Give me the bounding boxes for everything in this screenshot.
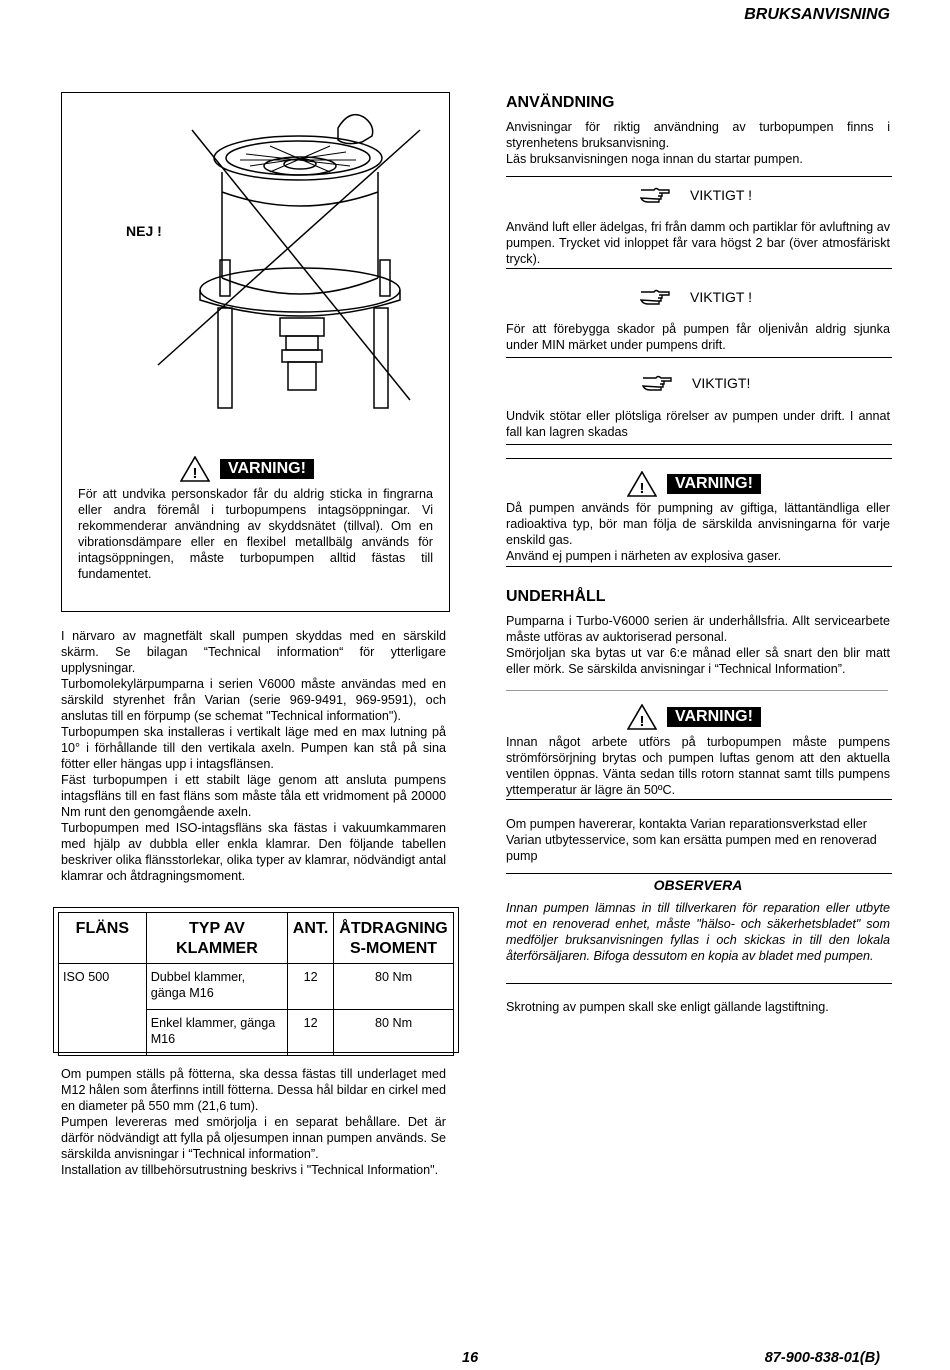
right-warning-paragraph: Använd ej pumpen i närheten av explosiva gaser. bbox=[506, 549, 782, 563]
table-cell: ISO 500 bbox=[59, 964, 147, 1010]
right-warning-text: Innan något arbete utförs på turbopumpen måste pumpens strömförsörjning brytas och pumpen luftas genom att den aktuella ventilen öppnas. Vänta sedan tills rotorn stannat samt tills pumpens yttemperatur är lägre än 50ºC. bbox=[506, 735, 890, 797]
anvandning-paragraph: Läs bruksanvisningen noga innan du startar pumpen. bbox=[506, 152, 803, 166]
table-header-cell: TYP AV KLAMMER bbox=[146, 913, 287, 964]
left-bottom-text bbox=[61, 1066, 446, 1178]
viktigt-heading bbox=[640, 288, 752, 306]
divider bbox=[506, 983, 892, 984]
table-header-cell: ÅTDRAGNING S-MOMENT bbox=[334, 913, 454, 964]
divider bbox=[506, 690, 888, 691]
viktigt-text: För att förebygga skador på pumpen får oljenivån aldrig sjunka under MIN märket under pumpens drift. bbox=[506, 322, 890, 352]
flange-table bbox=[58, 912, 454, 1056]
observera-text: Innan pumpen lämnas in till tillverkaren för reparation eller utbyte mot en renoverad enhet, måste "hälso- och säkerhetsbladet" som medföljer bruksanvisningen fyllas i och skickas in till den lokala återförsäljaren. Bifoga dessutom en kopia av bladet med pumpen. bbox=[506, 901, 890, 963]
viktigt-heading bbox=[640, 186, 752, 204]
anvandning-text bbox=[506, 119, 890, 167]
left-body-paragraph: Turbopumpen ska installeras i vertikalt läge med en max lutning på 10° i förhållande till den vertikala axeln. Pumpen kan stå på sina fötter eller hängas upp i intagsflänsen. bbox=[61, 725, 446, 771]
left-warning-heading bbox=[180, 456, 314, 482]
repair-text: Om pumpen havererar, kontakta Varian reparationsverkstad eller Varian utbytesservice, som kan ersätta pumpen med en renoverad pump bbox=[506, 817, 877, 863]
left-body-paragraph: Turbomolekylärpumparna i serien V6000 måste användas med en särskild styrenhet från Varian (serie 969-9491, 969-9591), och anslutas till en förpump (se schemat "Technical information"). bbox=[61, 677, 446, 723]
divider bbox=[506, 799, 892, 800]
page-number: 16 bbox=[462, 1350, 479, 1366]
left-bottom-paragraph: Pumpen levereras med smörjolja i en separat behållare. Det är därför nödvändigt att fylla på oljesumpen innan pumpen används. Se särskilda anvisningar i “Technical information”. bbox=[61, 1115, 446, 1161]
svg-text:!: ! bbox=[192, 465, 198, 482]
viktigt-label: VIKTIGT ! bbox=[690, 289, 752, 305]
left-body-text bbox=[61, 628, 446, 884]
warning-triangle-icon bbox=[180, 456, 210, 482]
table-row bbox=[59, 1010, 454, 1056]
left-body-paragraph: I närvaro av magnetfält skall pumpen skyddas med en särskild skärm. Se bilagan “Technical information“ för ytterligare upplysningar. bbox=[61, 629, 446, 675]
right-warning-text bbox=[506, 500, 890, 564]
document-number: 87-900-838-01(B) bbox=[764, 1350, 880, 1366]
right-warning-paragraph: Då pumpen används för pumpning av giftiga, lättantändliga eller radioaktiva typ, bör man följa de särskilda anvisningarna för varje enskild gas. bbox=[506, 501, 890, 547]
viktigt-text: Undvik stötar eller plötsliga rörelser av pumpen under drift. I annat fall kan lagren skadas bbox=[506, 409, 890, 439]
left-body-paragraph: Fäst turbopumpen i ett stabilt läge genom att ansluta pumpens intagsfläns till en fast fläns som måste tåla ett vridmoment på 20000 Nm runt den genomgående axeln. bbox=[61, 773, 446, 819]
warning-triangle-icon bbox=[627, 471, 657, 497]
divider bbox=[506, 873, 892, 874]
scrap-text: Skrotning av pumpen skall ske enligt gällande lagstiftning. bbox=[506, 1000, 829, 1014]
observera-title: OBSERVERA bbox=[653, 877, 743, 893]
divider bbox=[506, 566, 892, 567]
left-warning-text: För att undvika personskador får du aldrig sticka in fingrarna eller andra föremål i turbopumpens intagsöppningar. Vi rekommenderar användning av skyddsnätet (tillval). Om en vibrationsdämpare eller en flexibel metallbälg används för intagsöppningen, måste turbopumpen alltid fästas till fundamentet. bbox=[78, 487, 433, 581]
divider bbox=[506, 268, 892, 269]
svg-text:!: ! bbox=[639, 713, 645, 730]
table-cell: Enkel klammer, gänga M16 bbox=[146, 1010, 287, 1056]
figure-nej-label: NEJ ! bbox=[126, 223, 162, 239]
viktigt-heading bbox=[642, 374, 750, 392]
left-warning-badge: VARNING! bbox=[220, 459, 314, 479]
table-cell bbox=[59, 1010, 147, 1056]
viktigt-label: VIKTIGT! bbox=[692, 375, 751, 391]
table-header-row bbox=[59, 913, 454, 964]
left-body-paragraph: Turbopumpen med ISO-intagsfläns ska fästas i vakuumkammaren med hjälp av dubbla eller enkla klamrar. Den följande tabellen beskriver olika flänsstorlekar, olika typer av klamrar, nödvändigt antal klamrar och åtdragningsmoment. bbox=[61, 821, 446, 883]
divider bbox=[506, 357, 892, 358]
viktigt-text: Använd luft eller ädelgas, fri från damm och partiklar för avluftning av pumpen. Trycket vid inloppet får vara högst 2 bar (över atmosfäriskt tryck). bbox=[506, 220, 890, 266]
divider bbox=[506, 444, 892, 445]
table-row bbox=[59, 964, 454, 1010]
table-cell: 12 bbox=[288, 1010, 334, 1056]
table-header-cell: ANT. bbox=[288, 913, 334, 964]
divider bbox=[506, 458, 892, 459]
pointing-hand-icon bbox=[640, 288, 670, 306]
table-cell: 80 Nm bbox=[334, 964, 454, 1010]
flange-table-frame bbox=[53, 907, 459, 1053]
underhall-text bbox=[506, 613, 890, 677]
underhall-paragraph: Pumparna i Turbo-V6000 serien är underhållsfria. Allt servicearbete måste utföras av auktoriserad personal. bbox=[506, 614, 890, 644]
underhall-paragraph: Smörjoljan ska bytas ut var 6:e månad eller så snart den blir matt eller mörk. Se särskilda anvisningar i “Technical Information”. bbox=[506, 646, 890, 676]
table-cell: 12 bbox=[288, 964, 334, 1010]
table-cell: 80 Nm bbox=[334, 1010, 454, 1056]
table-cell: Dubbel klammer, gänga M16 bbox=[146, 964, 287, 1010]
pointing-hand-icon bbox=[642, 374, 672, 392]
viktigt-label: VIKTIGT ! bbox=[690, 187, 752, 203]
right-warning-heading bbox=[627, 471, 761, 497]
divider bbox=[506, 176, 892, 177]
warning-triangle-icon bbox=[627, 704, 657, 730]
pointing-hand-icon bbox=[640, 186, 670, 204]
anvandning-title: ANVÄNDNING bbox=[506, 94, 615, 111]
right-warning-badge: VARNING! bbox=[667, 474, 761, 494]
left-bottom-paragraph: Installation av tillbehörsutrustning beskrivs i "Technical Information". bbox=[61, 1163, 439, 1177]
anvandning-paragraph: Anvisningar för riktig användning av turbopumpen finns i styrenhetens bruksanvisning. bbox=[506, 120, 890, 150]
table-header-cell: FLÄNS bbox=[59, 913, 147, 964]
left-bottom-paragraph: Om pumpen ställs på fötterna, ska dessa fästas till underlaget med M12 hålen som återfinns intill fötterna. Dessa hål bildar en cirkel med en diameter på 550 mm (21,6 tum). bbox=[61, 1067, 446, 1113]
right-warning-badge: VARNING! bbox=[667, 707, 761, 727]
svg-text:!: ! bbox=[639, 480, 645, 497]
document-header-title: BRUKSANVISNING bbox=[744, 6, 890, 23]
turbopump-illustration bbox=[150, 100, 440, 440]
right-warning-heading bbox=[627, 704, 761, 730]
underhall-title: UNDERHÅLL bbox=[506, 588, 606, 605]
